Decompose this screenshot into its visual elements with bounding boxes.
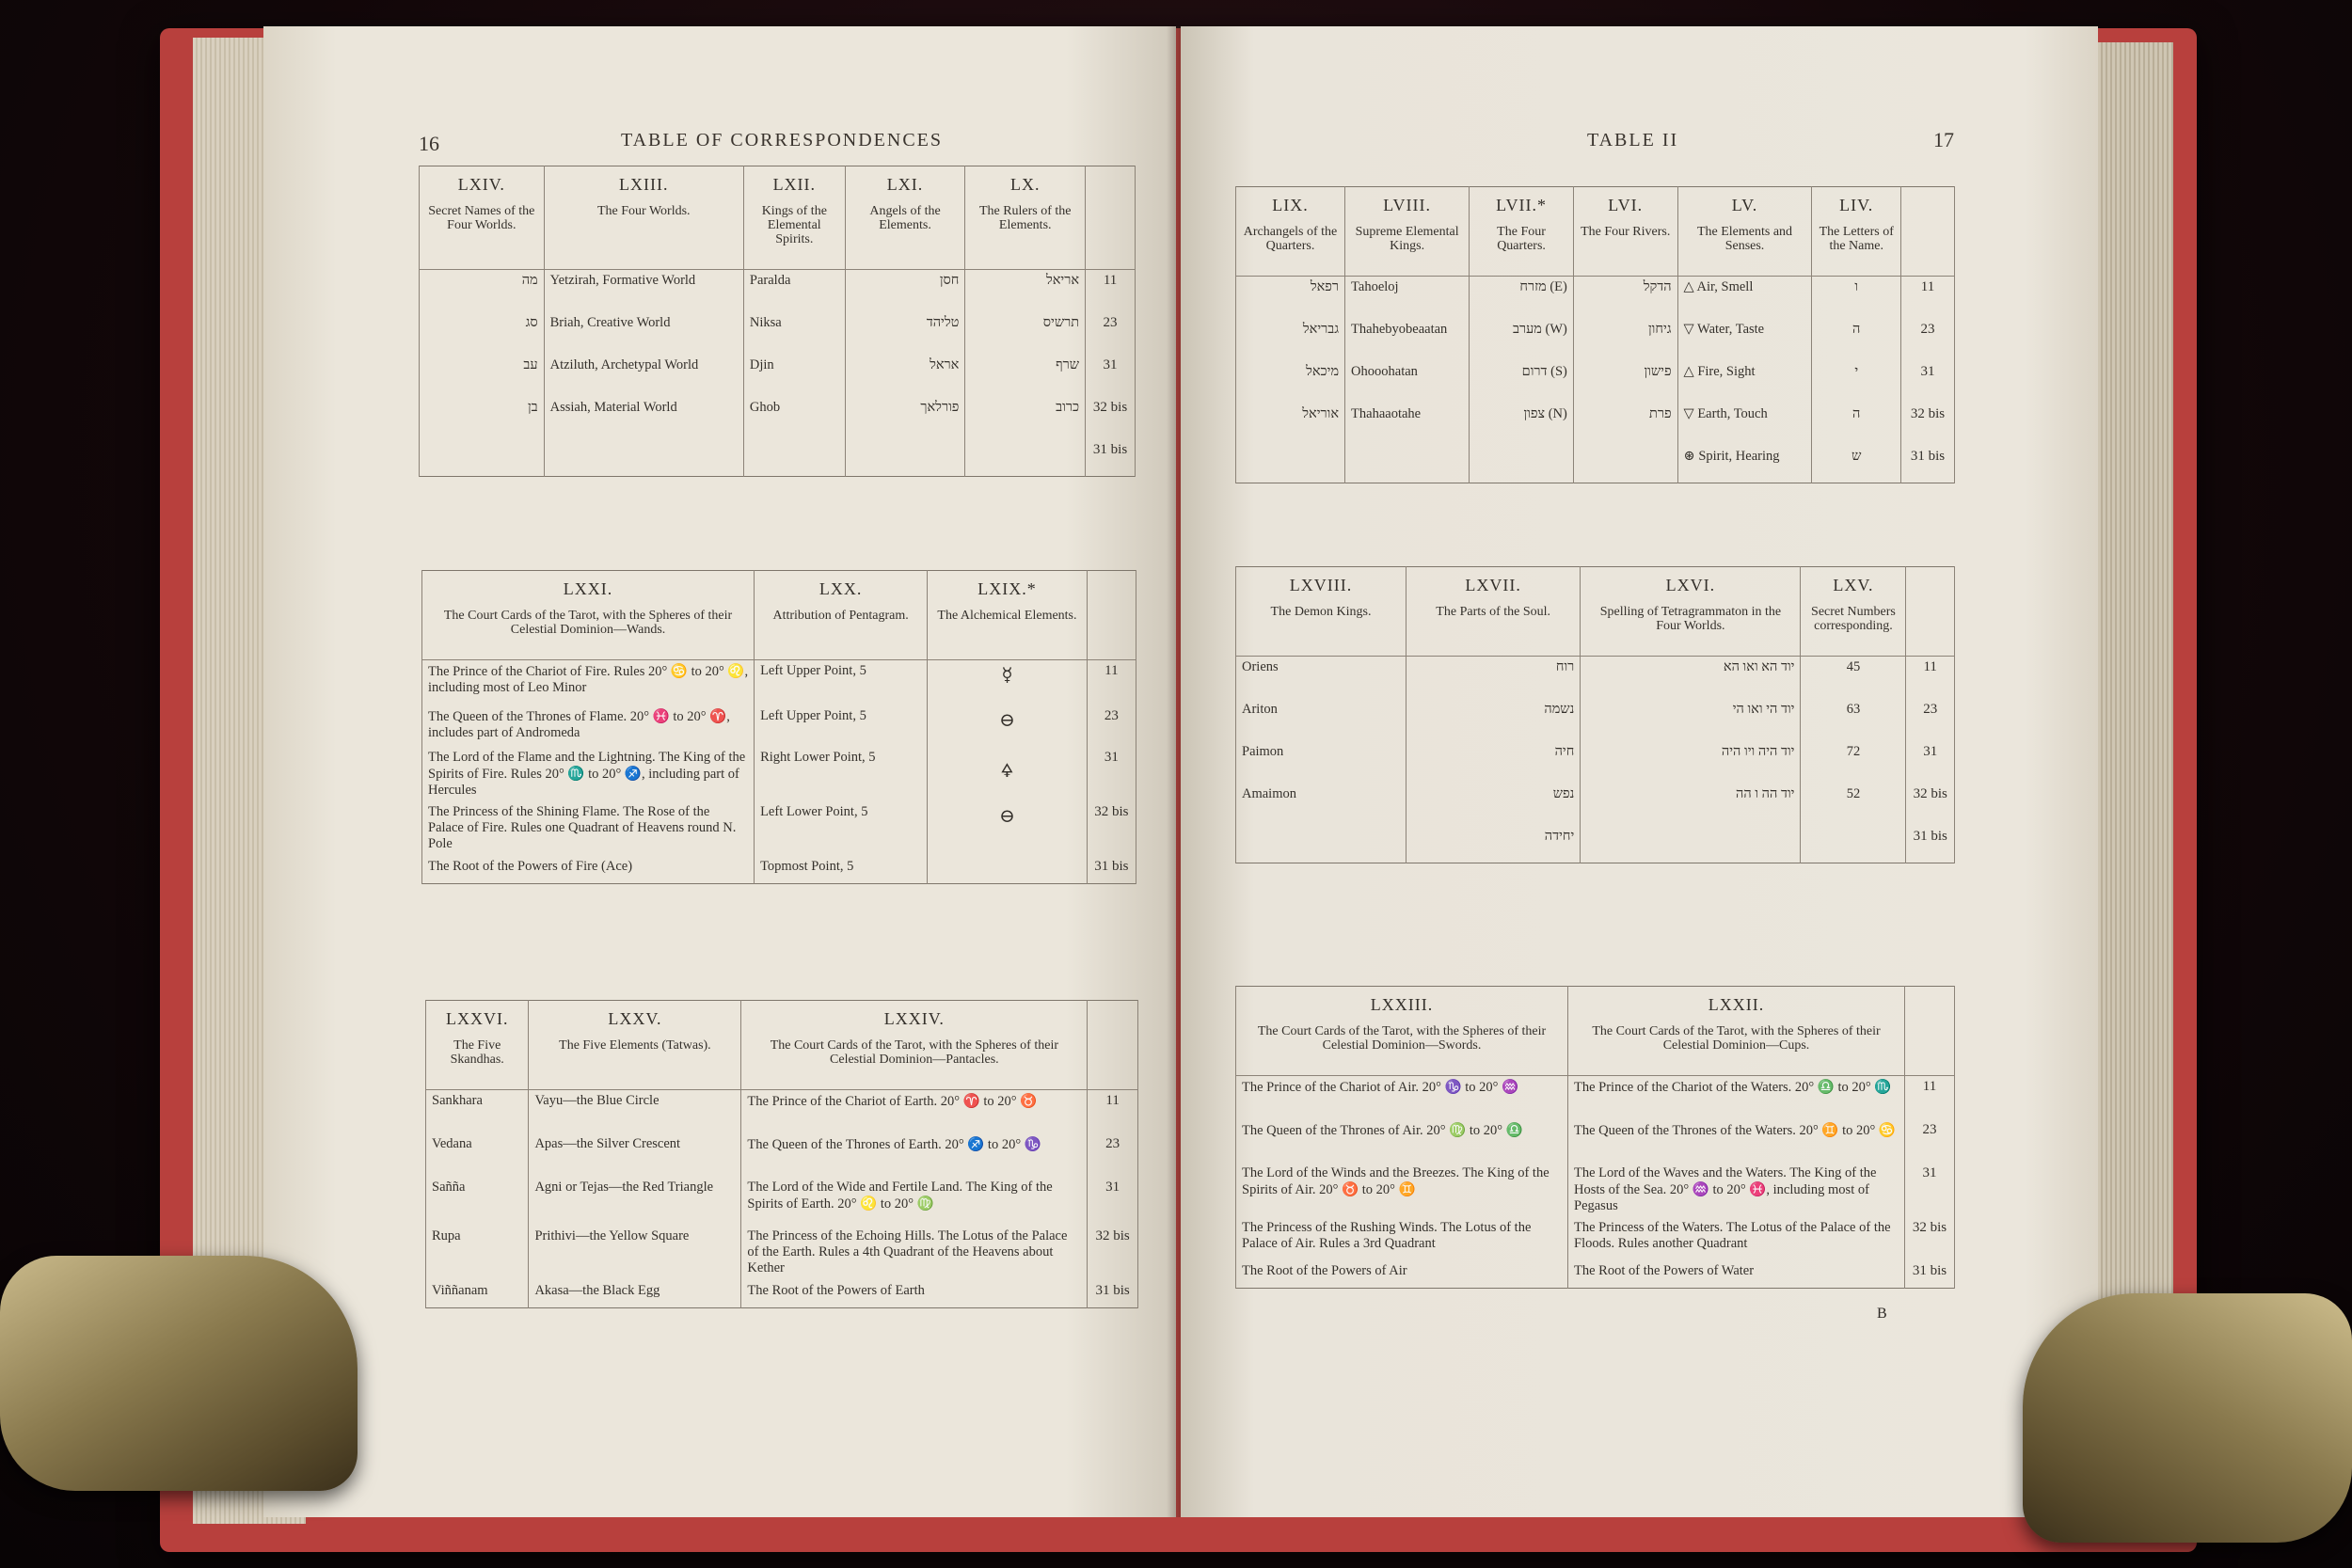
col-header: LXXII. The Court Cards of the Tarot, with the Spheres of their Celestial Dominion—Cups. bbox=[1568, 987, 1905, 1076]
col-header-key bbox=[1901, 187, 1955, 277]
table-row: Viññanam Akasa—the Black Egg The Root of the Powers of Earth 31 bis bbox=[426, 1280, 1138, 1308]
table-row: בן Assiah, Material World Ghob פורלאך כרוב 32 bis bbox=[420, 397, 1136, 439]
col-header-key bbox=[1086, 166, 1136, 270]
col-header: LXV. Secret Numbers corresponding. bbox=[1801, 567, 1906, 657]
col-header: LXVIII. The Demon Kings. bbox=[1236, 567, 1406, 657]
col-header: LVI. The Four Rivers. bbox=[1573, 187, 1677, 277]
table-row: The Prince of the Chariot of Fire. Rules 20° ♋ to 20° ♌, including most of Leo Minor Left Upper Point, 5 ☿ 11 bbox=[422, 660, 1136, 705]
col-header: LXII. Kings of the Elemental Spirits. bbox=[743, 166, 845, 270]
col-header-key bbox=[1906, 567, 1955, 657]
table-row: גבריאל Thahebyobeaatan (W) מערב גיחון ▽ Water, Taste ה 23 bbox=[1236, 319, 1955, 361]
col-header: LXVI. Spelling of Tetragrammaton in the Four Worlds. bbox=[1581, 567, 1801, 657]
signature-mark: B bbox=[1877, 1306, 1887, 1322]
table-row: The Root of the Powers of Fire (Ace) Topmost Point, 5 31 bis bbox=[422, 856, 1136, 884]
table-row: יחידה 31 bis bbox=[1236, 826, 1955, 863]
col-header: LXIV. Secret Names of the Four Worlds. bbox=[420, 166, 545, 270]
page-number: 16 bbox=[419, 132, 439, 155]
col-header: LXIX.* The Alchemical Elements. bbox=[928, 571, 1088, 660]
col-header: LIV. The Letters of the Name. bbox=[1812, 187, 1901, 277]
table-row: אוריאל Thahaaotahe (N) צפון פרת ▽ Earth, Touch ה 32 bis bbox=[1236, 404, 1955, 446]
col-header-key bbox=[1088, 1001, 1138, 1090]
col-header: LIX. Archangels of the Quarters. bbox=[1236, 187, 1345, 277]
table-row: Amaimon נפש יוד הה ו הה 52 32 bis bbox=[1236, 784, 1955, 826]
col-header: LXX. Attribution of Pentagram. bbox=[755, 571, 928, 660]
brass-hand-bookend-right bbox=[2023, 1293, 2352, 1543]
table-row: Rupa Prithivi—the Yellow Square The Princess of the Echoing Hills. The Lotus of the Palace of the Earth. Rules a 4th Quadrant of the Heavens about Kether 32 bis bbox=[426, 1226, 1138, 1280]
table-lxxiv-lxxvi bbox=[425, 1000, 1138, 1308]
table-lxv-lxviii bbox=[1235, 566, 1955, 863]
table-row: Oriens רוח יוד הא ואו הא 45 11 bbox=[1236, 657, 1955, 699]
col-header: LX. The Rulers of the Elements. bbox=[965, 166, 1086, 270]
col-header: LXXIV. The Court Cards of the Tarot, with the Spheres of their Celestial Dominion—Pantacles. bbox=[741, 1001, 1088, 1090]
col-header: LXXVI. The Five Skandhas. bbox=[426, 1001, 529, 1090]
col-header: LXXV. The Five Elements (Tatwas). bbox=[529, 1001, 741, 1090]
table-row: The Queen of the Thrones of Air. 20° ♍ to 20° ♎ The Queen of the Thrones of the Waters. 20° ♊ to 20° ♋ 23 bbox=[1236, 1119, 1955, 1163]
table-row: The Princess of the Shining Flame. The Rose of the Palace of Fire. Rules one Quadrant of Heavens round N. Pole Left Lower Point, 5 ⊖ 32 bis bbox=[422, 801, 1136, 856]
running-head: TABLE II bbox=[1587, 130, 1679, 150]
table-row: Ariton נשמה יוד הי ואו הי 63 23 bbox=[1236, 699, 1955, 741]
table-liv-lix bbox=[1235, 186, 1955, 483]
col-header-key bbox=[1905, 987, 1955, 1076]
col-header: LXVII. The Parts of the Soul. bbox=[1406, 567, 1581, 657]
table-row: The Lord of the Winds and the Breezes. The King of the Spirits of Air. 20° ♉ to 20° ♊ The Lord of the Waves and the Waters. The King of the Hosts of the Sea. 20° ♒ to 20° ♓, including most of Pegasus 31 bbox=[1236, 1163, 1955, 1217]
table-row: עב Atziluth, Archetypal World Djin אראל שרף 31 bbox=[420, 355, 1136, 397]
page-number: 17 bbox=[1933, 128, 1954, 151]
table-row: The Princess of the Rushing Winds. The Lotus of the Palace of Air. Rules a 3rd Quadrant The Princess of the Waters. The Lotus of the Palace of the Floods. Rules another Quadrant 32 bis bbox=[1236, 1217, 1955, 1260]
table-row: The Lord of the Flame and the Lightning. The King of the Spirits of Fire. Rules 20° ♏ to 20° ♐, including part of Hercules Right Lower Point, 5 🜍 31 bbox=[422, 747, 1136, 801]
table-row: Sañña Agni or Tejas—the Red Triangle The Lord of the Wide and Fertile Land. The King of the Spirits of Earth. 20° ♌ to 20° ♍ 31 bbox=[426, 1177, 1138, 1226]
table-row: The Prince of the Chariot of Air. 20° ♑ to 20° ♒ The Prince of the Chariot of the Waters. 20° ♎ to 20° ♏ 11 bbox=[1236, 1076, 1955, 1119]
col-header: LVIII. Supreme Elemental Kings. bbox=[1345, 187, 1470, 277]
table-row: מה Yetzirah, Formative World Paralda חסן אריאל 11 bbox=[420, 270, 1136, 312]
brass-hand-bookend-left bbox=[0, 1256, 358, 1491]
running-head: TABLE OF CORRESPONDENCES bbox=[621, 130, 943, 150]
table-row: רפאל Tahoeloj (E) מזרח הדקל △ Air, Smell ו 11 bbox=[1236, 277, 1955, 319]
table-row: סג Briah, Creative World Niksa טליהד תרשיס 23 bbox=[420, 312, 1136, 355]
table-row: Sankhara Vayu—the Blue Circle The Prince of the Chariot of Earth. 20° ♈ to 20° ♉ 11 bbox=[426, 1090, 1138, 1133]
table-lx-lxiv bbox=[419, 166, 1136, 477]
col-header: LVII.* The Four Quarters. bbox=[1470, 187, 1574, 277]
table-row: Vedana Apas—the Silver Crescent The Queen of the Thrones of Earth. 20° ♐ to 20° ♑ 23 bbox=[426, 1133, 1138, 1177]
table-row: The Root of the Powers of Air The Root of the Powers of Water 31 bis bbox=[1236, 1260, 1955, 1289]
col-header: LXIII. The Four Worlds. bbox=[544, 166, 743, 270]
table-row: מיכאל Ohooohatan (S) דרום פישון △ Fire, Sight י 31 bbox=[1236, 361, 1955, 404]
col-header: LXI. Angels of the Elements. bbox=[845, 166, 965, 270]
table-row: Paimon חיה יוד היה ויו היה 72 31 bbox=[1236, 741, 1955, 784]
col-header-key bbox=[1087, 571, 1136, 660]
col-header: LXXI. The Court Cards of the Tarot, with the Spheres of their Celestial Dominion—Wands. bbox=[422, 571, 755, 660]
col-header: LXXIII. The Court Cards of the Tarot, with the Spheres of their Celestial Dominion—Swords. bbox=[1236, 987, 1568, 1076]
table-lxxii-lxxiii bbox=[1235, 986, 1955, 1289]
right-page bbox=[1181, 26, 2098, 1517]
table-row: The Queen of the Thrones of Flame. 20° ♓ to 20° ♈, includes part of Andromeda Left Upper Point, 5 ⊖ 23 bbox=[422, 705, 1136, 747]
left-page bbox=[263, 26, 1176, 1517]
col-header: LV. The Elements and Senses. bbox=[1677, 187, 1812, 277]
table-lxix-lxxi bbox=[421, 570, 1136, 884]
table-row: 31 bis bbox=[420, 439, 1136, 477]
table-row: ⊛ Spirit, Hearing ש 31 bis bbox=[1236, 446, 1955, 483]
